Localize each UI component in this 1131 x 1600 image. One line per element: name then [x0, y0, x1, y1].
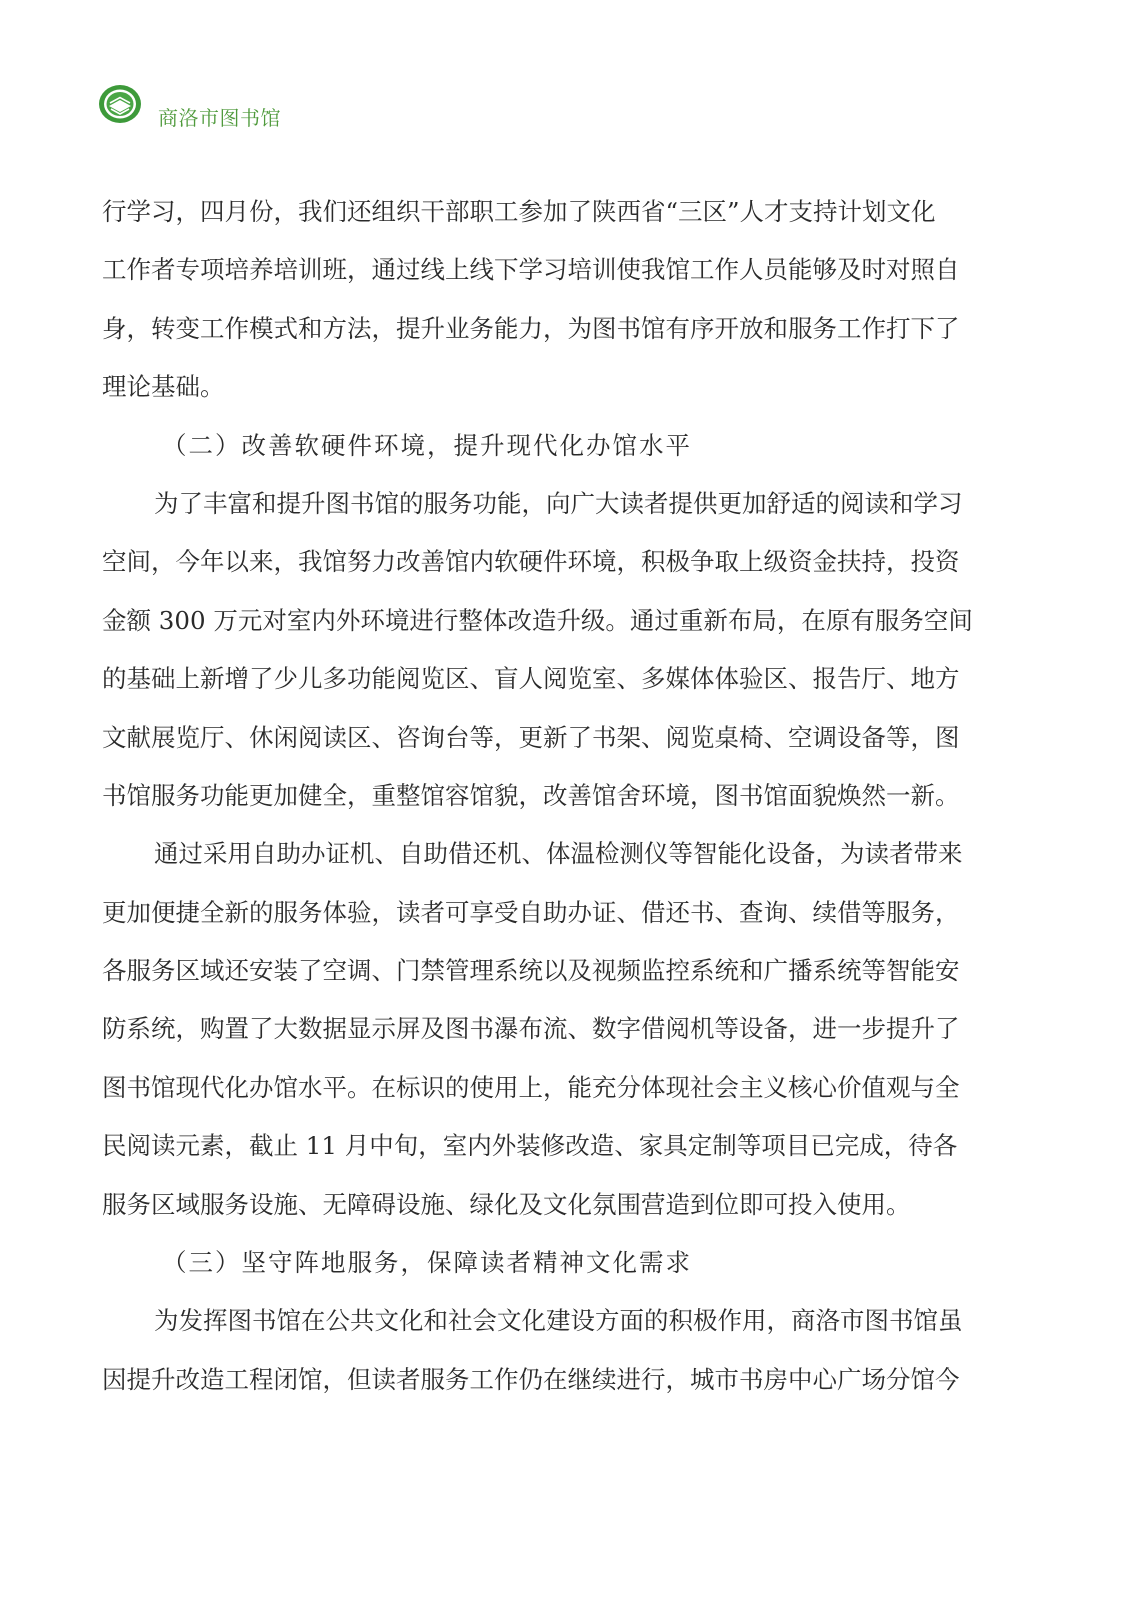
paragraph-line: 书馆服务功能更加健全，重整馆容馆貌，改善馆舍环境，图书馆面貌焕然一新。 [102, 780, 960, 810]
paragraph-line: 为了丰富和提升图书馆的服务功能，向广大读者提供更加舒适的阅读和学习 [154, 488, 963, 518]
paragraph-line: 身，转变工作模式和方法，提升业务能力，为图书馆有序开放和服务工作打下了 [102, 313, 960, 343]
paragraph-line: 空间，今年以来，我馆努力改善馆内软硬件环境，积极争取上级资金扶持，投资 [102, 547, 960, 577]
paragraph-line: 文献展览厅、休闲阅读区、咨询台等，更新了书架、阅览桌椅、空调设备等，图 [102, 722, 960, 752]
section-heading: （二）改善软硬件环境，提升现代化办馆水平 [162, 430, 692, 460]
document-body [102, 183, 1010, 1409]
paragraph-line: 行学习，四月份，我们还组织干部职工参加了陕西省“三区”人才支持计划文化 [102, 197, 936, 226]
library-name: 商洛市图书馆 [158, 106, 281, 130]
paragraph-line: 图书馆现代化办馆水平。在标识的使用上，能充分体现社会主义核心价值观与全 [102, 1072, 960, 1102]
paragraph-line: 因提升改造工程闭馆，但读者服务工作仍在继续进行，城市书房中心广场分馆今 [102, 1364, 960, 1394]
section-heading: （三）坚守阵地服务，保障读者精神文化需求 [162, 1248, 692, 1278]
paragraph-line: 金额 300 万元对室内外环境进行整体改造升级。通过重新布局，在原有服务空间 [102, 605, 973, 635]
paragraph-line: 各服务区域还安装了空调、门禁管理系统以及视频监控系统和广播系统等智能安 [102, 956, 960, 986]
paragraph-line: 服务区域服务设施、无障碍设施、绿化及文化氛围营造到位即可投入使用。 [102, 1189, 911, 1219]
paragraph-line: 通过采用自助办证机、自助借还机、体温检测仪等智能化设备，为读者带来 [154, 839, 963, 869]
paragraph-line: 工作者专项培养培训班，通过线上线下学习培训使我馆工作人员能够及时对照自 [102, 255, 960, 285]
paragraph-line: 为发挥图书馆在公共文化和社会文化建设方面的积极作用，商洛市图书馆虽 [154, 1306, 963, 1336]
paragraph-line: 防系统，购置了大数据显示屏及图书瀑布流、数字借阅机等设备，进一步提升了 [102, 1014, 960, 1044]
paragraph-line: 更加便捷全新的服务体验，读者可享受自助办证、借还书、查询、续借等服务， [102, 897, 960, 927]
library-logo-icon [98, 84, 142, 124]
paragraph-line: 民阅读元素，截止 11 月中旬，室内外装修改造、家具定制等项目已完成，待各 [102, 1131, 958, 1161]
paragraph-line: 理论基础。 [102, 372, 225, 402]
paragraph-line: 的基础上新增了少儿多功能阅览区、盲人阅览室、多媒体体验区、报告厅、地方 [102, 664, 960, 694]
